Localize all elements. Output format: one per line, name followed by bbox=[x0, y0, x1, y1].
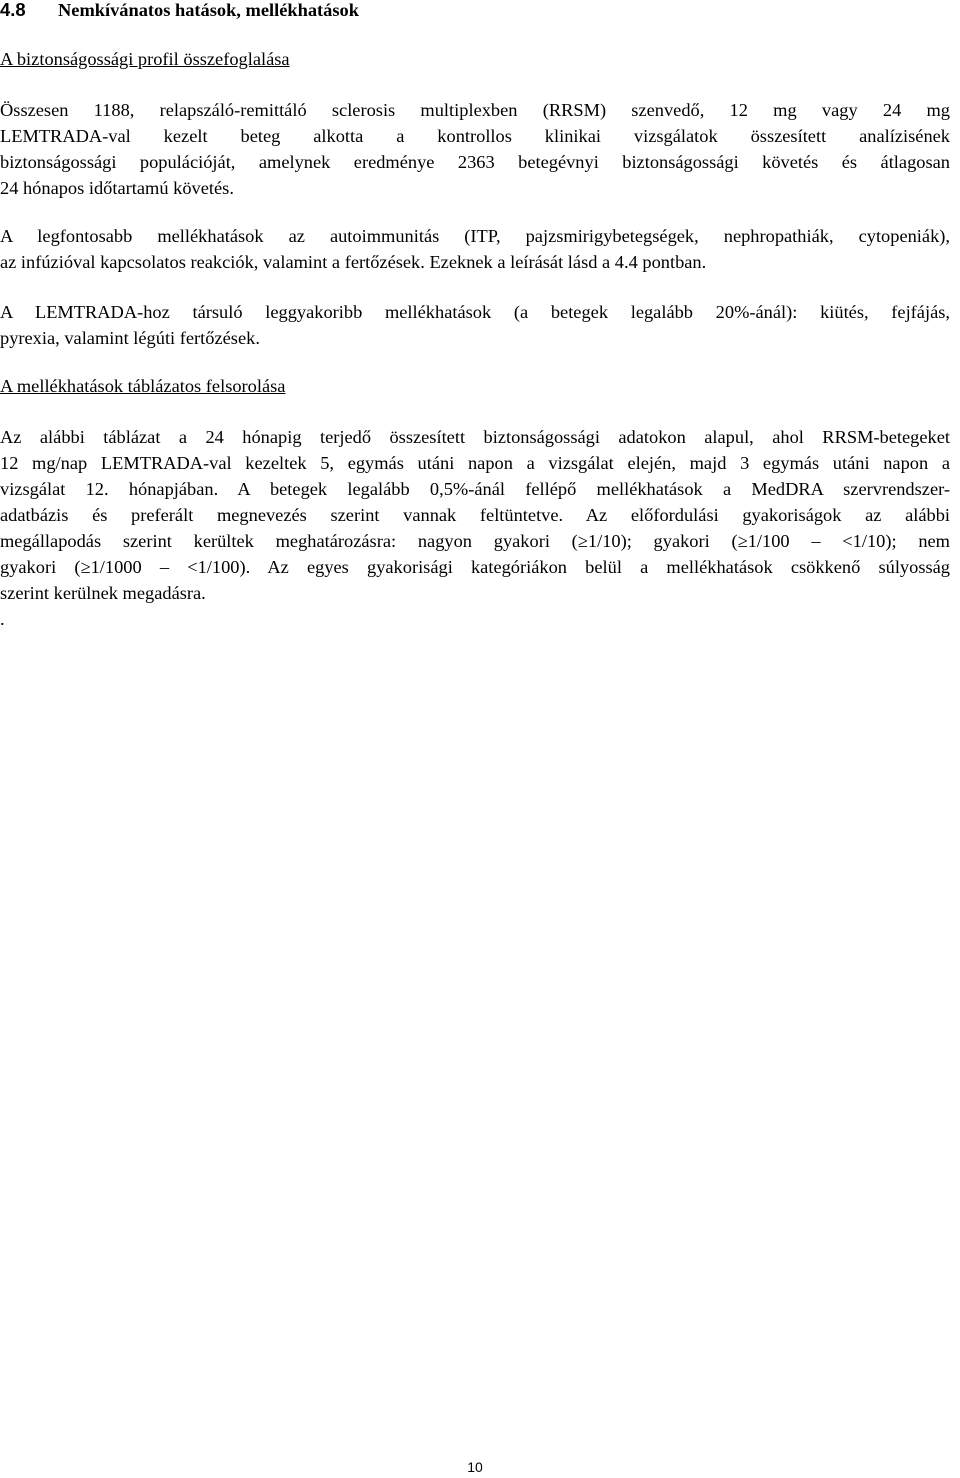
paragraph-line: A LEMTRADA-hoz társuló leggyakoribb mellékhatások (a betegek legalább 20%-ánál): kiütés, fejfájás, bbox=[0, 302, 950, 322]
paragraph-line: az infúzióval kapcsolatos reakciók, valamint a fertőzések. Ezeknek a leírását lásd a 4.4 pontban. bbox=[0, 252, 707, 272]
paragraph-line: Az alábbi táblázat a 24 hónapig terjedő összesített biztonságossági adatokon alapul, ahol RRSM-betegeket bbox=[0, 427, 950, 447]
page-number: 10 bbox=[467, 1459, 483, 1475]
safety-profile-paragraph-3 bbox=[0, 299, 950, 351]
safety-profile-paragraph-2 bbox=[0, 223, 950, 275]
tabulated-heading: A mellékhatások táblázatos felsorolása bbox=[0, 376, 286, 396]
paragraph-line: gyakori (≥1/1000 – <1/100). Az egyes gyakorisági kategóriákon belül a mellékhatások csökkenő súlyosság bbox=[0, 557, 950, 577]
paragraph-line: megállapodás szerint kerültek meghatározásra: nagyon gyakori (≥1/10); gyakori (≥1/100 – <1/10); nem bbox=[0, 531, 950, 551]
paragraph-line: Összesen 1188, relapszáló-remittáló sclerosis multiplexben (RRSM) szenvedő, 12 mg vagy 24 mg bbox=[0, 100, 950, 120]
tabulated-paragraph bbox=[0, 424, 950, 632]
paragraph-line: pyrexia, valamint légúti fertőzések. bbox=[0, 328, 260, 348]
section-title: Nemkívánatos hatások, mellékhatások bbox=[58, 0, 359, 20]
safety-profile-paragraph-1 bbox=[0, 97, 950, 201]
trailing-period: . bbox=[0, 609, 5, 629]
paragraph-line: 24 hónapos időtartamú követés. bbox=[0, 178, 234, 198]
paragraph-line: adatbázis és preferált megnevezés szerint vannak feltüntetve. Az előfordulási gyakoriságok az alábbi bbox=[0, 505, 950, 525]
paragraph-line: LEMTRADA-val kezelt beteg alkotta a kontrollos klinikai vizsgálatok összesített analízisének bbox=[0, 126, 950, 146]
paragraph-line: 12 mg/nap LEMTRADA-val kezeltek 5, egymás utáni napon a vizsgálat elején, majd 3 egymás utáni napon a bbox=[0, 453, 950, 473]
paragraph-line: szerint kerülnek megadásra. bbox=[0, 583, 206, 603]
safety-profile-heading: A biztonságossági profil összefoglalása bbox=[0, 49, 290, 69]
paragraph-line: biztonságossági populációját, amelynek eredménye 2363 betegévnyi biztonságossági követés és átlagosan bbox=[0, 152, 950, 172]
paragraph-line: A legfontosabb mellékhatások az autoimmunitás (ITP, pajzsmirigybetegségek, nephropathiák, cytopeniák), bbox=[0, 226, 950, 246]
paragraph-line: vizsgálat 12. hónapjában. A betegek legalább 0,5%-ánál fellépő mellékhatások a MedDRA szervrendszer- bbox=[0, 479, 950, 499]
section-number: 4.8 bbox=[0, 0, 26, 20]
section-heading bbox=[0, 0, 359, 23]
